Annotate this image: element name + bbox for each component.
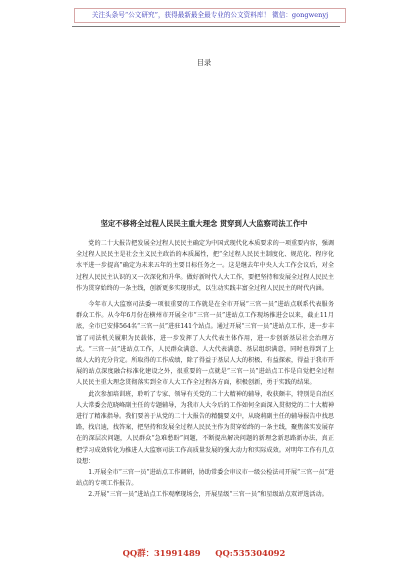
paragraph: 1.开展全市“三官一员”进站点工作调研，协助常委会审议市一级公检法司开展“三官一员”进站点的专项工作报告。 [76, 469, 334, 488]
paragraph: 此次参加培训班，聆听了专家、领导有关党的二十大精神的辅导，收获颇丰，特别是自治区人大常委会范晓峰副主任的专题辅导，为我市人大今后的工作如何全面深入贯彻党的二十大精神进行了精准指导。我们要善于从党的二十大报告的精髓要义中，从晓莉副主任的辅导报告中找思路，找启迪，找答案，把坚持和发展全过程人民民主作为贯穿始终的一条主线，聚焦落实发展存在的深层次问题，人民群众“急难愁盼”问题，不断提出解决问题的新理念新思路新办法，真正把学习成效转化为推进人大监察司法工作高质量发展的强大动力和实际成效。对明年工作有几点设想： [76, 390, 334, 465]
footer-qq: QQ:535304092 [215, 548, 286, 558]
document-title: 坚定不移将全过程人民民主重大理念 贯穿到人大监察司法工作中 [100, 219, 308, 228]
header-banner: 关注头条号“公文研究”，获得最新最全最专业的公文资料库！ 微信：gongwenyj [74, 8, 346, 23]
header-divider [72, 26, 340, 27]
paragraph: 党的二十大报告把发展全过程人民民主确定为中国式现代化本质要求的一项重要内容，强调全过程人民民主是社会主义民主政治的本质属性，把“全过程人民民主制度化、规范化、程序化水平进一步提高”确定为未来五年的主要目标任务之一。这是继去年中央人大工作会议后，对全过程人民民主认识的又一次深化和升华。做好新时代人大工作，要把坚持和发展全过程人民民主作为贯穿始终的一条主线，创新更多实现形式，以生动实践丰富全过程人民民主的时代内涵。 [76, 240, 334, 292]
footer-qq-group: QQ群：31991489 [122, 548, 201, 558]
paragraph: 2.开展“三官一员”进站点工作观摩现场会，开展星级“三官一员”和星级站点双评选活动。 [88, 491, 328, 499]
paragraph: 今年市人大监察司法委一项很重要的工作就是在全市开展“三官一员”进站点联系代表服务群众工作。从今年6月份在横州市开展全市“三官一员”进站点工作现场推进会以来，截止11月底，全市已安排564名“三官一员”进驻141个站点。通过开展“三官一员”进站点工作，进一步丰富了司法机关履职为民载体，进一步发挥了人大代表主体作用，进一步创新基层社会治理方式。“三官一员”进站点工作，人民群众满意、人大代表满意、基层组织满意，同时也得到了上级人大的充分肯定。所取得的工作成绩，除了得益于基层人大的积极、有益探索，得益于我市开展的站点深度融合标准化建设之外，很重要的一点就是“三官一员”进站点工作是自觉把全过程人民民主重大理念贯彻落实到全市人大工作全过程各方面，积极创新，勇于实践的结果。 [76, 301, 334, 387]
document-body [76, 238, 334, 501]
footer-contact [0, 548, 408, 559]
toc-title: 目录 [196, 58, 212, 67]
